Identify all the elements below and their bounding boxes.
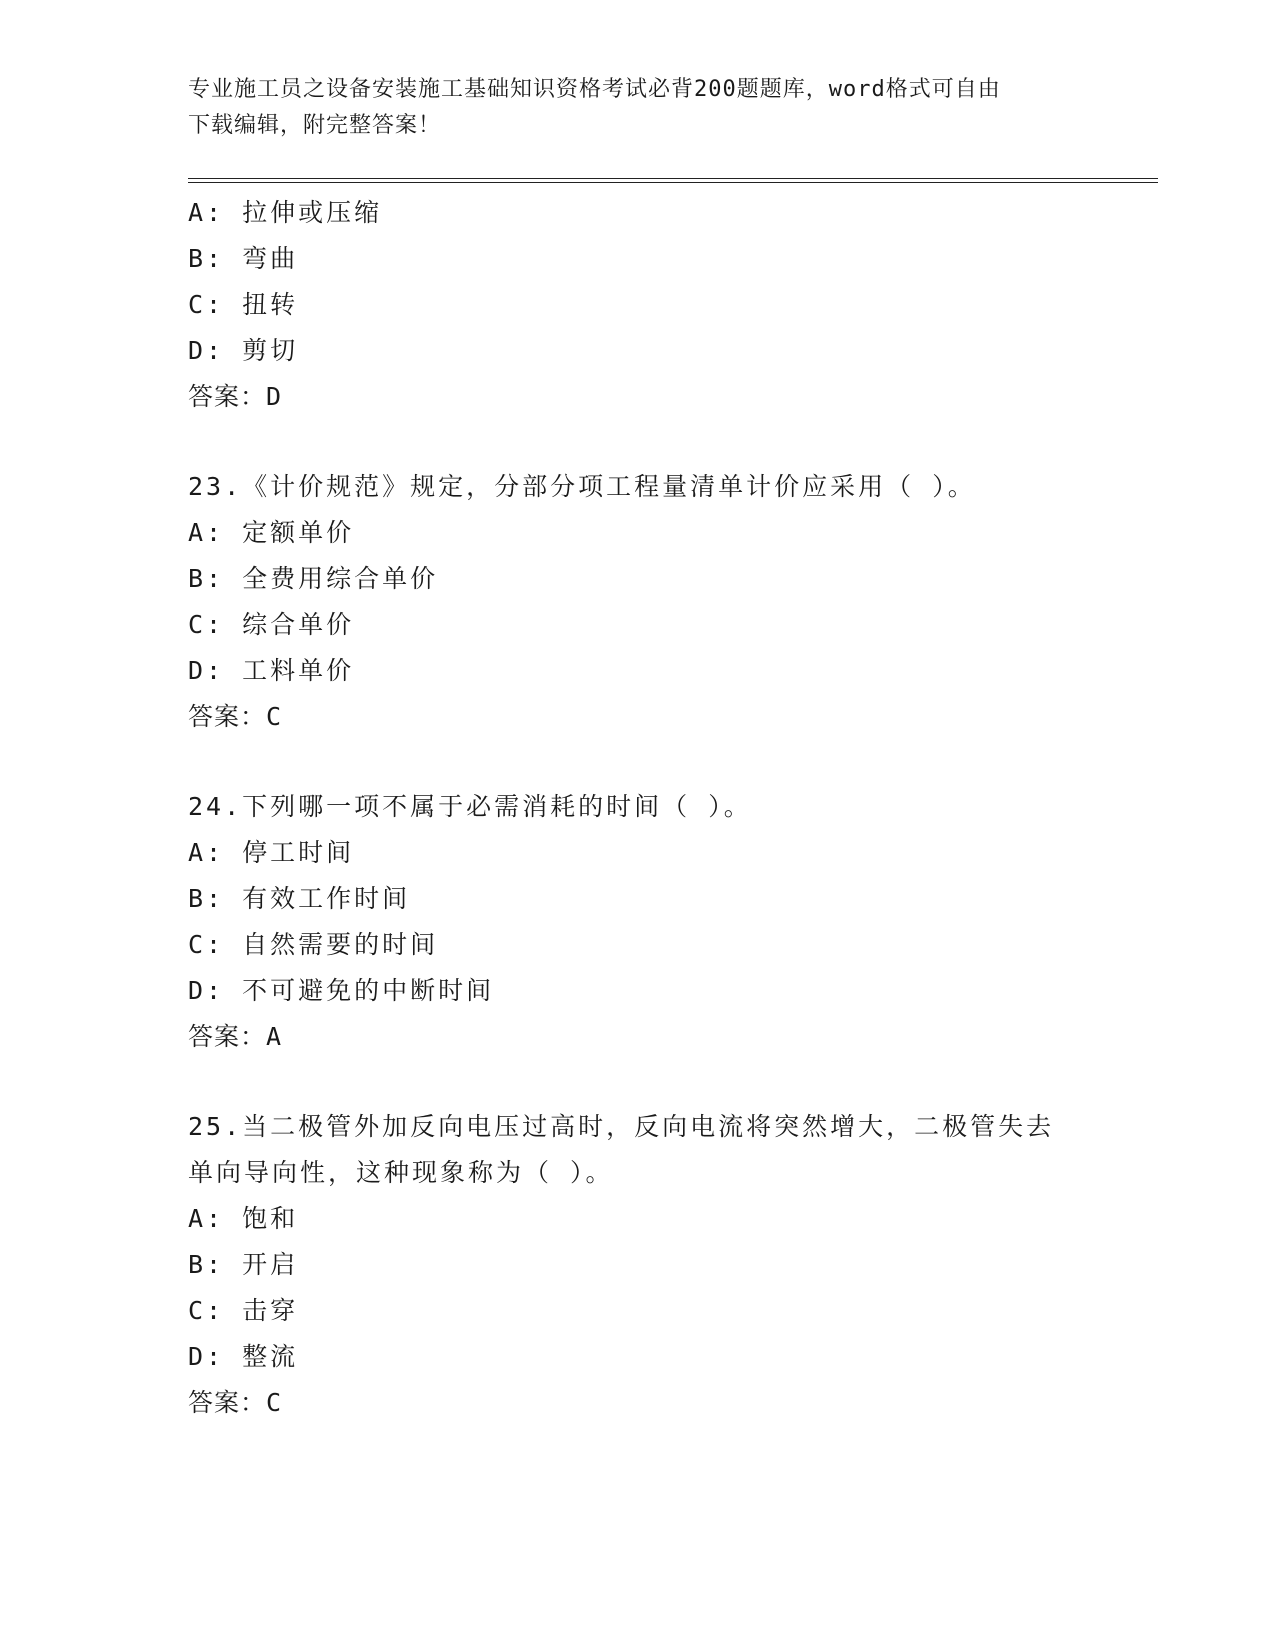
header-rule-top bbox=[188, 178, 1158, 179]
document-header bbox=[188, 72, 1088, 144]
question-24 bbox=[188, 784, 1088, 1060]
answer: 答案：C bbox=[188, 702, 283, 731]
option-a: A: 饱和 bbox=[188, 1204, 299, 1233]
option-d: D: 整流 bbox=[188, 1342, 299, 1371]
option-b: B: 全费用综合单价 bbox=[188, 564, 439, 593]
option-a: A: 定额单价 bbox=[188, 518, 355, 547]
option-a: A: 拉伸或压缩 bbox=[188, 198, 383, 227]
option-c: C: 击穿 bbox=[188, 1296, 299, 1325]
option-d: D: 剪切 bbox=[188, 336, 299, 365]
spacer bbox=[188, 1060, 1088, 1104]
answer: 答案：A bbox=[188, 1022, 283, 1051]
header-line-1: 专业施工员之设备安装施工基础知识资格考试必背200题题库，word格式可自由 bbox=[188, 77, 1001, 102]
answer: 答案：C bbox=[188, 1388, 283, 1417]
option-c: C: 自然需要的时间 bbox=[188, 930, 439, 959]
question-23 bbox=[188, 464, 1088, 740]
question-25 bbox=[188, 1104, 1088, 1426]
spacer bbox=[188, 740, 1088, 784]
option-c: C: 综合单价 bbox=[188, 610, 355, 639]
header-line-2: 下载编辑，附完整答案！ bbox=[188, 113, 442, 138]
question-22 bbox=[188, 190, 1088, 420]
option-d: D: 工料单价 bbox=[188, 656, 355, 685]
answer: 答案：D bbox=[188, 382, 283, 411]
option-d: D: 不可避免的中断时间 bbox=[188, 976, 495, 1005]
question-text: 24.下列哪一项不属于必需消耗的时间（ ）。 bbox=[188, 792, 752, 821]
option-a: A: 停工时间 bbox=[188, 838, 355, 867]
question-text-line-1: 25.当二极管外加反向电压过高时，反向电流将突然增大，二极管失去 bbox=[188, 1112, 1055, 1141]
option-c: C: 扭转 bbox=[188, 290, 299, 319]
question-text-line-2: 单向导向性，这种现象称为（ ）。 bbox=[188, 1158, 614, 1187]
option-b: B: 弯曲 bbox=[188, 244, 299, 273]
question-list bbox=[188, 190, 1088, 1426]
question-text: 23.《计价规范》规定，分部分项工程量清单计价应采用（ ）。 bbox=[188, 472, 976, 501]
spacer bbox=[188, 420, 1088, 464]
header-rule-bottom bbox=[188, 182, 1158, 183]
option-b: B: 有效工作时间 bbox=[188, 884, 411, 913]
option-b: B: 开启 bbox=[188, 1250, 299, 1279]
